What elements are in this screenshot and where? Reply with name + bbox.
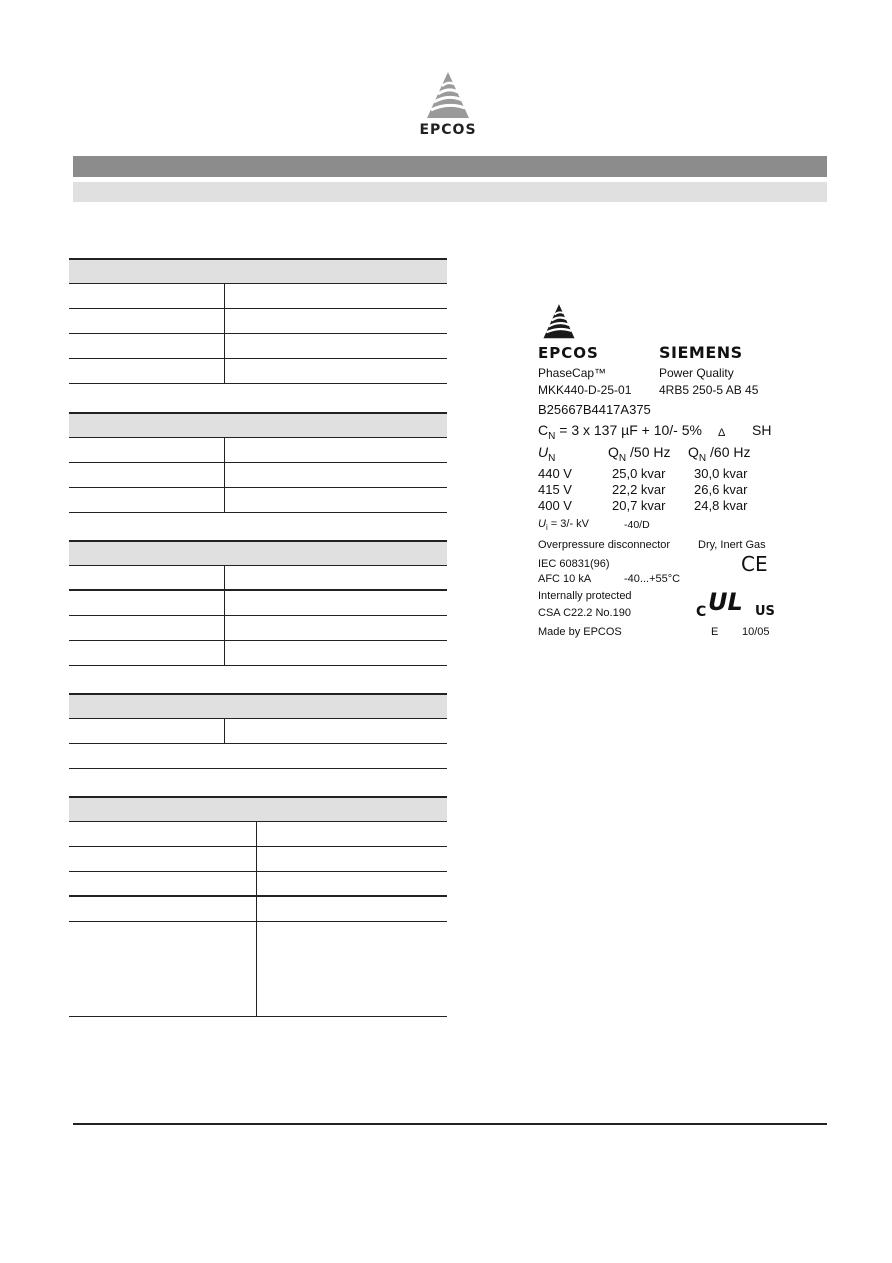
label-product-line-siemens: Power Quality: [659, 366, 734, 380]
rating-q50: 20,7 kvar: [612, 498, 666, 513]
label-temp-range: -40...+55°C: [624, 573, 681, 585]
label-brand-epcos: EPCOS: [538, 344, 599, 362]
epcos-logo: [408, 72, 488, 142]
label-col-un: $U_N$: [538, 444, 556, 464]
logo-wordmark: EPCOS: [419, 122, 477, 138]
label-csa: CSA C22.2 No.190: [538, 607, 631, 619]
table-row: [69, 309, 447, 334]
table-row: [69, 334, 447, 359]
title-band: [73, 156, 827, 177]
table-row: [69, 922, 447, 1017]
label-date: 10/05: [742, 626, 770, 638]
label-model-siemens: 4RB5 250-5 AB 45: [659, 383, 759, 397]
label-protected: Internally protected: [538, 590, 632, 602]
table-header: [69, 540, 447, 566]
label-connection: SH: [752, 422, 772, 438]
label-insulation: $U_i = 3/-$ kV: [538, 518, 590, 533]
label-col-q50: $Q_N$ /50 Hz: [608, 444, 671, 464]
spec-table-5: [69, 796, 447, 1017]
table-header: [69, 796, 447, 822]
spec-table-4: [69, 693, 447, 769]
table-row: [69, 591, 447, 616]
label-code-e: E: [711, 626, 719, 638]
table-row: [69, 744, 447, 769]
label-iec: IEC 60831(96): [538, 558, 610, 570]
table-row: [69, 284, 447, 309]
spec-table-2: [69, 412, 447, 513]
table-header: [69, 258, 447, 284]
rating-q50: 25,0 kvar: [612, 466, 666, 481]
label-col-q60: $Q_N$ /60 Hz: [688, 444, 751, 464]
delta-icon: Δ: [718, 427, 726, 439]
epcos-triangle-icon: [542, 302, 576, 342]
label-order-code: B25667B4417A375: [538, 402, 651, 417]
rating-voltage: 400 V: [538, 498, 572, 513]
footer-rule: [73, 1123, 827, 1125]
table-row: [69, 719, 447, 744]
label-filling: Dry, Inert Gas: [698, 539, 766, 551]
rating-q60: 30,0 kvar: [694, 466, 748, 481]
table-row: [69, 463, 447, 488]
ul-c-mark: C: [696, 604, 707, 620]
rating-q60: 24,8 kvar: [694, 498, 748, 513]
table-row: [69, 359, 447, 384]
table-header: [69, 412, 447, 438]
table-row: [69, 566, 447, 591]
label-climate: -40/D: [624, 519, 650, 531]
table-header: [69, 693, 447, 719]
label-made-by: Made by EPCOS: [538, 626, 622, 638]
label-product-line: PhaseCap™: [538, 366, 607, 380]
rating-voltage: 415 V: [538, 482, 572, 497]
table-row: [69, 822, 447, 847]
table-row: [69, 641, 447, 666]
rating-q60: 26,6 kvar: [694, 482, 748, 497]
label-capacitance: $C_N = 3$ x 137 µF + 10/- 5%: [538, 422, 702, 442]
epcos-triangle-icon: [425, 72, 471, 120]
rating-voltage: 440 V: [538, 466, 572, 481]
label-disconnector: Overpressure disconnector: [538, 539, 671, 551]
label-model: MKK440-D-25-01: [538, 383, 632, 397]
table-row: [69, 847, 447, 872]
rating-q50: 22,2 kvar: [612, 482, 666, 497]
ul-recognized-icon: UL: [708, 588, 743, 616]
spec-table-3: [69, 540, 447, 666]
label-afc: AFC 10 kA: [538, 573, 592, 585]
table-row: [69, 872, 447, 897]
spec-table-1: [69, 258, 447, 384]
table-row: [69, 488, 447, 513]
label-brand-siemens: SIEMENS: [659, 343, 743, 362]
ce-mark-icon: CE: [741, 552, 768, 576]
table-row: [69, 438, 447, 463]
subtitle-band: [73, 182, 827, 202]
ul-us-mark: US: [755, 604, 775, 619]
table-row: [69, 616, 447, 641]
table-row: [69, 897, 447, 922]
product-nameplate: [528, 298, 778, 643]
